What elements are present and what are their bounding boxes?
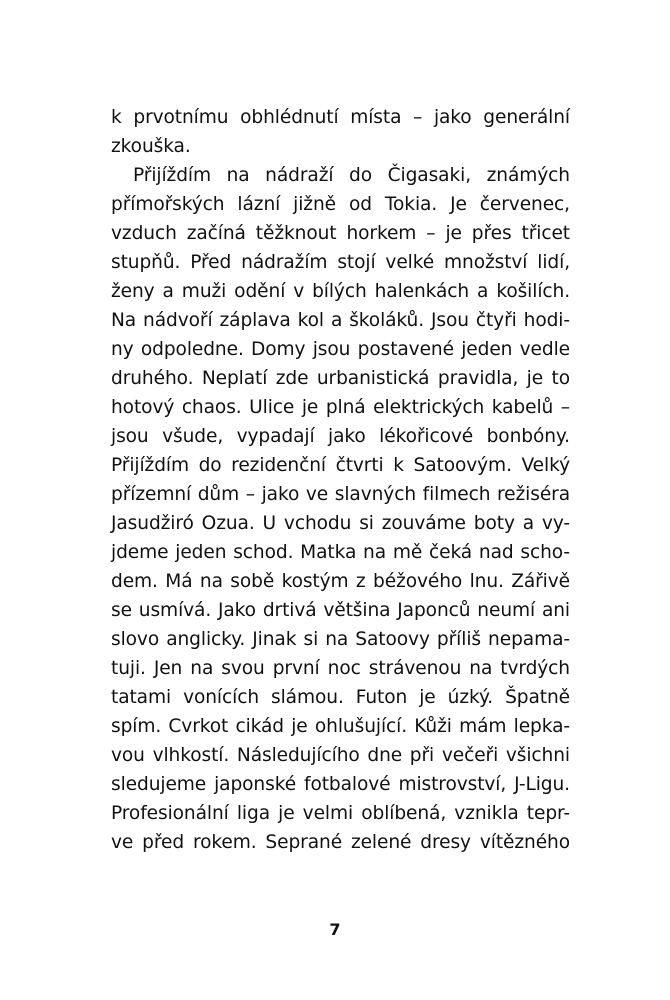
text-line: tatami vonících slámou. Futon je úzký. Špatně [111, 687, 570, 708]
text-line: Přijíždím na nádraží do Čigasaki, známých [133, 165, 570, 186]
text-line: se usmívá. Jako drtivá většina Japonců neumí ani [111, 600, 570, 621]
text-line: slovo anglicky. Jinak si na Satoovy příliš nepama- [111, 629, 570, 650]
text-line: Profesionální liga je velmi oblíbená, vznikla tepr- [111, 803, 570, 824]
text-line: spím. Cvrkot cikád je ohlušující. Kůži mám lepka- [111, 716, 570, 737]
text-line: jdeme jeden schod. Matka na mě čeká nad scho- [111, 542, 570, 563]
text-line: jsou všude, vypadají jako lékořicové bonbóny. [111, 426, 570, 447]
text-line: k prvotnímu obhlédnutí místa – jako generální [111, 107, 570, 128]
text-line: Přijíždím do rezidenční čtvrti k Satoovým. Velký [111, 455, 570, 476]
text-line: Na nádvoří záplava kol a školáků. Jsou čtyři hodi- [111, 310, 570, 331]
text-line: vou vlhkostí. Následujícího dne při večeři všichni [111, 745, 570, 766]
text-line: vzduch začíná těžknout horkem – je přes třicet [111, 223, 570, 244]
text-line: stupňů. Před nádražím stojí velké množství lidí, [111, 252, 570, 273]
page-number: 7 [329, 920, 341, 939]
text-line: druhého. Neplatí zde urbanistická pravidla, je to [111, 368, 570, 389]
text-line: ve před rokem. Seprané zelené dresy vítězného [111, 832, 570, 853]
text-line: přízemní dům – jako ve slavných filmech režiséra [111, 484, 570, 505]
text-line: hotový chaos. Ulice je plná elektrických kabelů – [111, 397, 570, 418]
text-line: přímořských lázní jižně od Tokia. Je červenec, [111, 194, 570, 215]
text-line: sledujeme japonské fotbalové mistrovství, J-Ligu. [111, 774, 570, 795]
text-line: zkouška. [111, 136, 191, 157]
text-line: ženy a muži odění v bílých halenkách a košilích. [111, 281, 570, 302]
text-line: dem. Má na sobě kostým z béžového lnu. Zářivě [111, 571, 570, 592]
body-text [111, 103, 570, 857]
text-line: ny odpoledne. Domy jsou postavené jeden vedle [111, 339, 570, 360]
text-line: Jasudžiró Ozua. U vchodu si zouváme boty a vy- [111, 513, 570, 534]
text-line: tuji. Jen na svou první noc strávenou na tvrdých [111, 658, 570, 679]
